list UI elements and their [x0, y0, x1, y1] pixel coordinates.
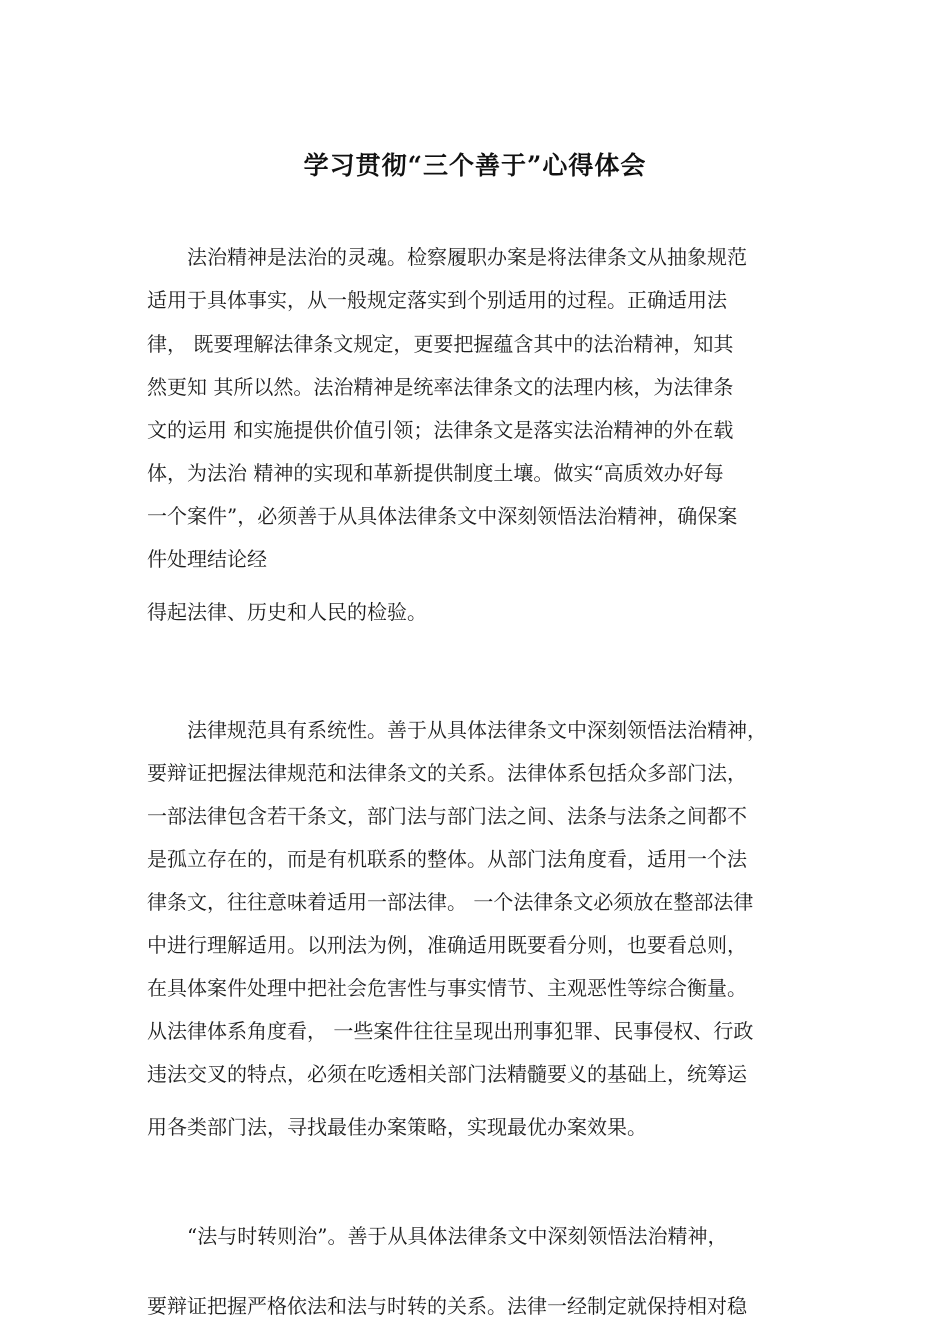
paragraph-1-line-8: 件处理结论经 — [147, 547, 267, 571]
paragraph-1-line-1: 法治精神是法治的灵魂。检察履职办案是将法律条文从抽象规范 — [187, 245, 747, 269]
paragraph-2-line-6: 中进行理解适用。以刑法为例，准确适用既要看分则，也要看总则， — [147, 933, 747, 957]
paragraph-3-line-1: “法与时转则治”。善于从具体法律条文中深刻领悟法治精神， — [187, 1224, 728, 1248]
paragraph-1-line-4: 然更知 其所以然。法治精神是统率法律条文的法理内核，为法律条 — [147, 375, 734, 399]
paragraph-1-line-9: 得起法律、历史和人民的检验。 — [147, 600, 427, 624]
paragraph-2-line-5: 律条文，往往意味着适用一部法律。 一个法律条文必须放在整部法律 — [147, 890, 754, 914]
paragraph-2-line-7: 在具体案件处理中把社会危害性与事实情节、主观恶性等综合衡量。 — [147, 976, 747, 1000]
paragraph-2-line-9: 违法交叉的特点，必须在吃透相关部门法精髓要义的基础上，统筹运 — [147, 1062, 747, 1086]
paragraph-1-line-3: 律， 既要理解法律条文规定，更要把握蕴含其中的法治精神，知其 — [147, 332, 734, 356]
document-title: 学习贯彻“三个善于”心得体会 — [303, 151, 647, 180]
paragraph-2-line-3: 一部法律包含若干条文，部门法与部门法之间、法条与法条之间都不 — [147, 804, 747, 828]
paragraph-2-line-4: 是孤立存在的，而是有机联系的整体。从部门法角度看，适用一个法 — [147, 847, 747, 871]
paragraph-1-line-6: 体，为法治 精神的实现和革新提供制度土壤。做实“高质效办好每 — [147, 461, 724, 485]
paragraph-2-line-10: 用各类部门法，寻找最佳办案策略，实现最优办案效果。 — [147, 1115, 647, 1139]
paragraph-2-line-1: 法律规范具有系统性。善于从具体法律条文中深刻领悟法治精神， — [187, 718, 767, 742]
paragraph-2-line-2: 要辩证把握法律规范和法律条文的关系。法律体系包括众多部门法， — [147, 761, 747, 785]
paragraph-1-line-5: 文的运用 和实施提供价值引领；法律条文是落实法治精神的外在载 — [147, 418, 734, 442]
paragraph-1-line-2: 适用于具体事实，从一般规定落实到个别适用的过程。正确适用法 — [147, 288, 727, 312]
paragraph-1-line-7: 一个案件”，必须善于从具体法律条文中深刻领悟法治精神，确保案 — [147, 504, 738, 528]
paragraph-3-line-2: 要辩证把握严格依法和法与时转的关系。法律一经制定就保持相对稳 — [147, 1294, 747, 1318]
paragraph-2-line-8: 从法律体系角度看， 一些案件往往呈现出刑事犯罪、民事侵权、行政 — [147, 1019, 754, 1043]
